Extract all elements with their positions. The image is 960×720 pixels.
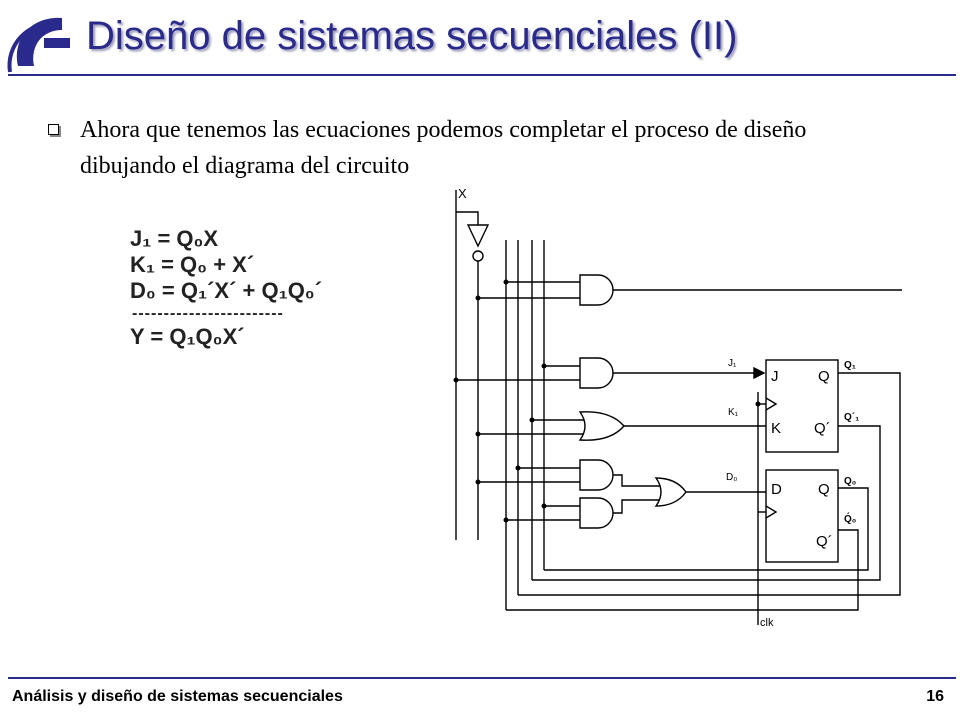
- q0-wire-label: Q₀: [844, 476, 857, 487]
- jk-q-output-label: Q: [818, 368, 830, 385]
- jk-j-input-label: J: [771, 368, 779, 385]
- equation-y: Y = Q₁Q₀X´: [130, 324, 245, 349]
- or-gate-k1: [580, 412, 624, 440]
- clk-label: clk: [760, 617, 774, 629]
- footer-course-title: Análisis y diseño de sistemas secuenciales: [12, 688, 343, 705]
- inverter-gate: [468, 225, 488, 246]
- equation-d0: D₀ = Q₁´X´ + Q₁Q₀´: [130, 278, 323, 303]
- and-gate-j1: [580, 358, 613, 388]
- k1-wire-label: K₁: [728, 407, 739, 418]
- slide-title: Diseño de sistemas secuenciales (II): [86, 14, 738, 58]
- input-x-label: X: [458, 186, 467, 201]
- footer-divider: [8, 677, 956, 679]
- title-divider: [8, 74, 956, 76]
- equations-block: [130, 226, 322, 350]
- and-gate-y: [580, 275, 613, 305]
- jk-qn-output-label: Q´: [814, 420, 831, 437]
- qn1-wire-label: Q´₁: [844, 412, 860, 423]
- j1-wire-label: J₁: [728, 358, 737, 369]
- and-gate-d0b: [580, 498, 613, 528]
- university-logo: [4, 8, 74, 74]
- or-gate-d0: [656, 478, 686, 506]
- qn0-wire-label: Q́₀: [844, 514, 857, 525]
- d-q-output-label: Q: [818, 481, 830, 498]
- d0-wire-label: D₀: [726, 472, 738, 483]
- d-qn-output-label: Q´: [816, 533, 833, 550]
- page-number: 16: [926, 688, 944, 705]
- equation-separator: ------------------------: [132, 305, 284, 322]
- equation-j1: J₁ = Q₀X: [130, 226, 219, 251]
- square-bullet-icon: [48, 124, 59, 135]
- circuit-diagram: [440, 180, 910, 630]
- jk-k-input-label: K: [771, 420, 782, 437]
- and-gate-d0a: [580, 460, 613, 490]
- q1-wire-label: Q₁: [844, 360, 856, 371]
- bullet-text: Ahora que tenemos las ecuaciones podemos completar el proceso de diseño dibujando el diagrama del circuito: [80, 117, 807, 179]
- equation-k1: K₁ = Q₀ + X´: [130, 252, 255, 277]
- d-d-input-label: D: [771, 481, 782, 498]
